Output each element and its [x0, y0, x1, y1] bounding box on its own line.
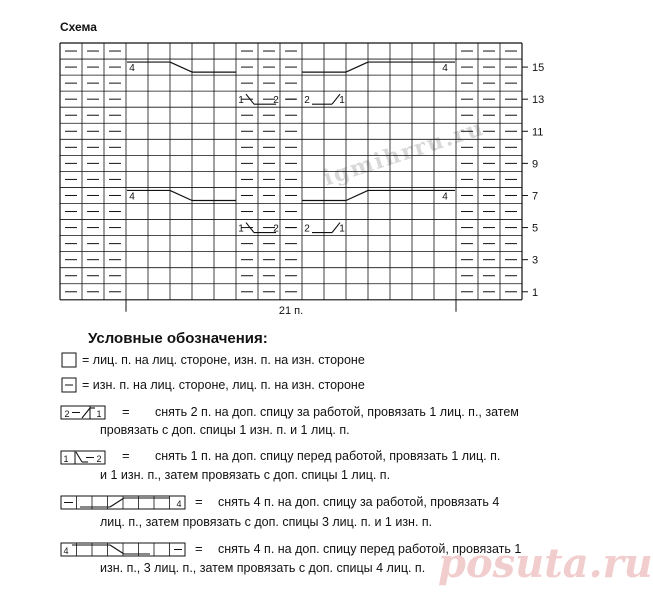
row-number: 7	[532, 190, 539, 203]
chart-title: Схема	[60, 20, 97, 34]
legend-eq: =	[122, 448, 130, 463]
legend-symbol-label: 2	[96, 454, 102, 464]
cross-stroke	[82, 408, 90, 418]
row-number: 11	[532, 126, 544, 139]
legend-dash-text: = изн. п. на лиц. стороне, лиц. п. на изн. стороне	[82, 378, 365, 392]
cable-stroke	[170, 190, 192, 200]
cable-stroke	[170, 62, 192, 72]
legend-cross12-line1: снять 1 п. на доп. спицу перед работой, провязать 1 лиц. п.	[155, 449, 501, 463]
cable-number: 4	[129, 191, 135, 203]
cross-number: 2	[304, 95, 310, 107]
row-number: 3	[532, 254, 539, 267]
cable-stroke	[346, 62, 368, 72]
row-number: 15	[532, 62, 545, 75]
legend-empty-text: = лиц. п. на лиц. стороне, изн. п. на изн. стороне	[82, 353, 365, 367]
cross-number: 1	[238, 223, 244, 235]
legend-cable4l-line1: снять 4 п. на доп. спицу перед работой, провязать 1	[218, 542, 522, 556]
legend-title: Условные обозначения:	[88, 330, 268, 347]
legend-cable4r-line2: лиц. п., затем провязать с доп. спицы 3 лиц. п. и 1 изн. п.	[100, 515, 433, 529]
cross-number: 1	[238, 95, 244, 107]
cable-number: 4	[442, 63, 448, 75]
cross-number: 1	[339, 95, 345, 107]
legend-cross21-line2: провязать с доп. спицы 1 изн. п. и 1 лиц. п.	[100, 423, 350, 437]
cable-stroke	[346, 190, 368, 200]
cross-number: 2	[273, 223, 279, 235]
cross-number: 2	[304, 223, 310, 235]
legend-eq: =	[122, 404, 130, 419]
legend-eq: =	[195, 494, 203, 509]
cross-number: 1	[339, 223, 345, 235]
legend-symbol-label: 1	[96, 409, 102, 419]
legend-cross12-line2: и 1 изн. п., затем провязать с доп. спицы 1 лиц. п.	[100, 468, 391, 482]
cross-number: 2	[273, 95, 279, 107]
empty-cell-icon	[62, 353, 76, 367]
legend-symbol-label: 4	[176, 499, 182, 509]
legend-symbol-label: 4	[63, 546, 69, 556]
legend-cable4l-line2: изн. п., 3 лиц. п., затем провязать с доп. спицы 4 лиц. п.	[100, 561, 426, 575]
legend-symbol-label: 2	[64, 409, 70, 419]
cross-stroke	[110, 498, 124, 507]
legend-symbol-label: 1	[63, 454, 69, 464]
legend-cross21-line1: снять 2 п. на доп. спицу за работой, провязать 1 лиц. п., затем	[155, 405, 519, 419]
cable-number: 4	[129, 63, 135, 75]
legend-cable4r-line1: снять 4 п. на доп. спицу за работой, провязать 4	[218, 495, 500, 509]
brand-watermark: posuta.ru	[438, 540, 653, 587]
watermark-text: igmihrru.ru	[320, 114, 488, 192]
cross-stroke	[110, 545, 124, 554]
cable-number: 4	[442, 191, 448, 203]
row-number: 13	[532, 94, 545, 107]
row-number: 9	[532, 158, 539, 171]
legend-eq: =	[195, 541, 203, 556]
width-label: 21 п.	[278, 304, 304, 317]
row-number: 5	[532, 222, 539, 235]
row-number: 1	[532, 286, 539, 299]
cross-stroke	[76, 452, 82, 462]
